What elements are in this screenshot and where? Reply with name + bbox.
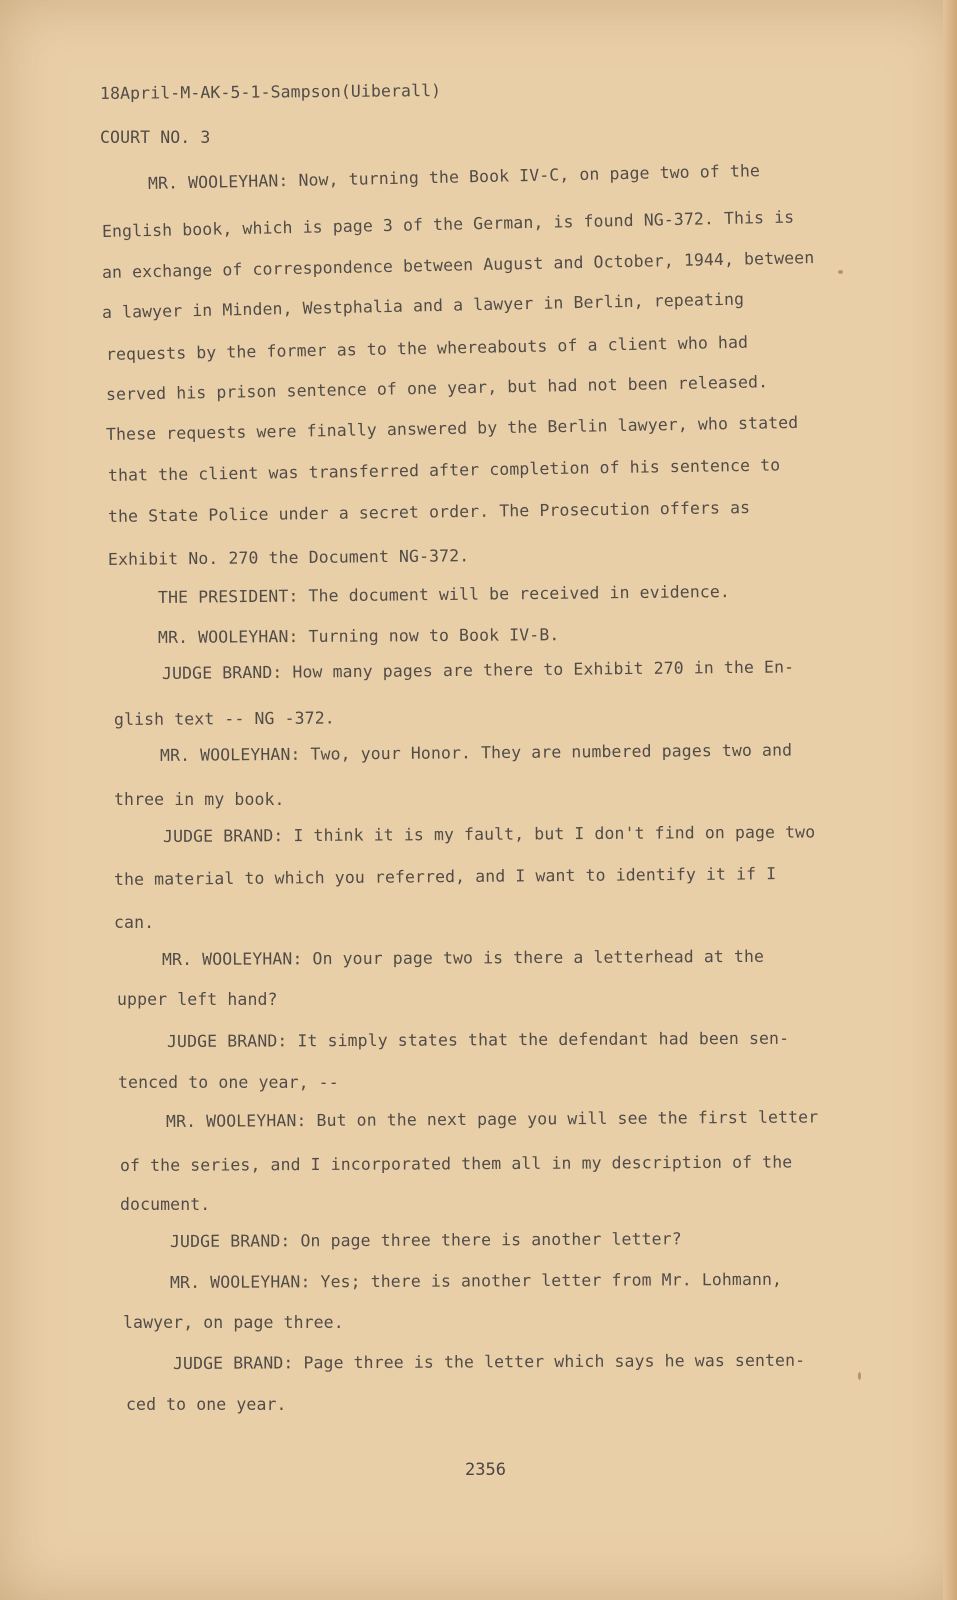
page-number: 2356	[465, 1460, 506, 1480]
transcript-line: tenced to one year, --	[118, 1073, 339, 1092]
transcript-line: MR. WOOLEYHAN: But on the next page you will see the first letter	[165, 1107, 819, 1131]
transcript-line: three in my book.	[114, 790, 285, 809]
transcript-line: MR. WOOLEYHAN: Two, your Honor. They are numbered pages two and	[159, 740, 793, 765]
transcript-line: that the client was transferred after completion of his sentence to	[107, 455, 781, 485]
transcript-line: the material to which you referred, and I want to identify it if I	[113, 864, 777, 889]
transcript-line: can.	[114, 913, 155, 932]
page-edge	[943, 0, 957, 1600]
transcript-line: Exhibit No. 270 the Document NG-372.	[107, 546, 470, 569]
transcript-line: served his prison sentence of one year, but had not been released.	[105, 372, 769, 404]
transcript-line: requests by the former as to the whereabouts of a client who had	[105, 332, 749, 364]
transcript-line: English book, which is page 3 of the German, is found NG-372. This is	[101, 207, 795, 241]
transcript-line: upper left hand?	[117, 990, 278, 1009]
transcript-line: a lawyer in Minden, Westphalia and a lawyer in Berlin, repeating	[101, 289, 745, 322]
transcript-line: JUDGE BRAND: On page three there is another letter?	[169, 1229, 682, 1251]
transcript-line: glish text -- NG -372.	[113, 708, 335, 729]
transcript-line: JUDGE BRAND: How many pages are there to Exhibit 270 in the En-	[161, 657, 795, 683]
transcript-line: MR. WOOLEYHAN: Yes; there is another letter from Mr. Lohmann,	[169, 1269, 783, 1292]
transcript-line: of the series, and I incorporated them all in my description of the	[119, 1152, 793, 1175]
document-header: 18April-M-AK-5-1-Sampson(Uiberall)	[99, 81, 442, 103]
transcript-line: JUDGE BRAND: I think it is my fault, but I don't find on page two	[162, 822, 816, 846]
transcript-line: an exchange of correspondence between August and October, 1944, between	[101, 248, 815, 282]
transcript-line: THE PRESIDENT: The document will be received in evidence.	[157, 582, 731, 607]
transcript-line: JUDGE BRAND: Page three is the letter which says he was senten-	[172, 1350, 806, 1373]
paper-speck	[858, 1372, 861, 1380]
transcript-line: These requests were finally answered by the Berlin lawyer, who stated	[105, 412, 799, 444]
transcript-line: document.	[120, 1195, 211, 1214]
transcript-line: MR. WOOLEYHAN: Now, turning the Book IV-C, on page two of the	[147, 161, 761, 193]
transcript-line: ced to one year.	[126, 1395, 287, 1414]
transcript-line: JUDGE BRAND: It simply states that the defendant had been sen-	[166, 1028, 790, 1051]
transcript-line: MR. WOOLEYHAN: On your page two is there a letterhead at the	[161, 946, 765, 969]
court-number: COURT NO. 3	[100, 128, 211, 147]
paper-speck	[838, 270, 843, 274]
transcript-line: MR. WOOLEYHAN: Turning now to Book IV-B.	[157, 625, 560, 647]
transcript-line: lawyer, on page three.	[123, 1313, 344, 1332]
transcript-line: the State Police under a secret order. The Prosecution offers as	[107, 498, 751, 526]
